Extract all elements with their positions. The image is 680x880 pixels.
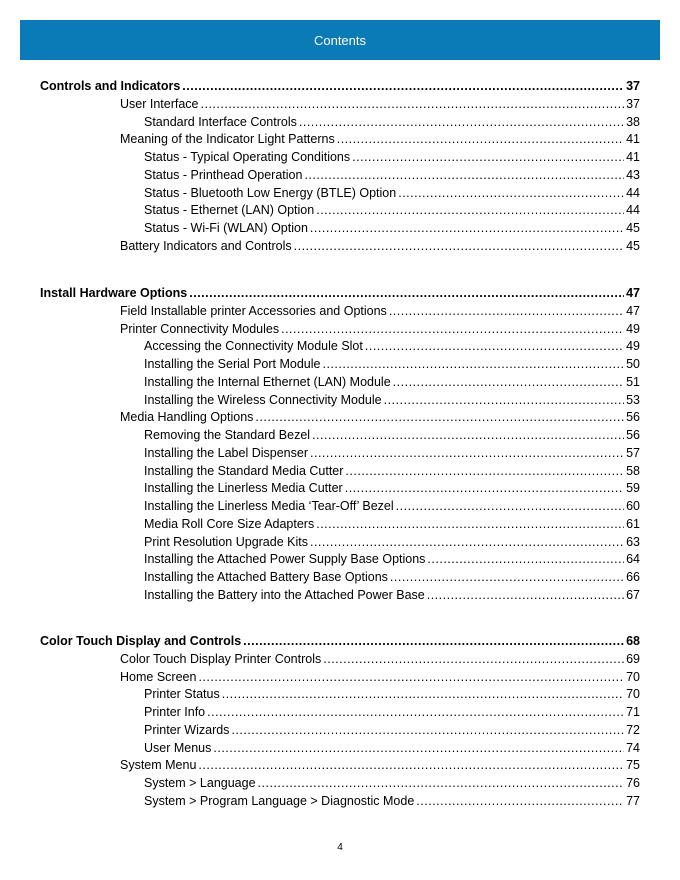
dot-leader bbox=[222, 687, 624, 701]
dot-leader bbox=[182, 79, 624, 93]
toc-entry[interactable] bbox=[144, 588, 640, 602]
dot-leader bbox=[390, 570, 624, 584]
toc-entry-title: User Interface bbox=[120, 96, 199, 111]
toc-entry[interactable] bbox=[120, 132, 640, 146]
page-number: 4 bbox=[337, 842, 343, 853]
dot-leader bbox=[304, 168, 624, 182]
dot-leader bbox=[281, 322, 624, 336]
toc-entry[interactable] bbox=[120, 652, 640, 666]
toc-entry[interactable] bbox=[144, 446, 640, 460]
toc-entry-page: 58 bbox=[626, 463, 640, 478]
toc-entry-title: System Menu bbox=[120, 758, 197, 773]
dot-leader bbox=[207, 705, 624, 719]
toc-entry-page: 50 bbox=[626, 357, 640, 371]
toc-entry-title: Installing the Attached Power Supply Base Options bbox=[144, 552, 426, 567]
toc-entry-title: Color Touch Display Printer Controls bbox=[120, 651, 322, 666]
toc-entry-page: 77 bbox=[626, 793, 640, 808]
toc-entry-title: Printer Connectivity Modules bbox=[120, 321, 280, 336]
toc-entry[interactable] bbox=[120, 97, 640, 111]
toc-entry[interactable] bbox=[120, 670, 640, 684]
toc-entry-page: 68 bbox=[626, 634, 640, 648]
toc-entry-page: 41 bbox=[626, 132, 640, 147]
toc-entry-page: 56 bbox=[626, 410, 640, 425]
toc-section-heading[interactable] bbox=[40, 634, 640, 648]
toc-entry[interactable] bbox=[144, 552, 640, 566]
dot-leader bbox=[316, 517, 624, 531]
toc-entry[interactable] bbox=[120, 239, 640, 253]
toc-entry[interactable] bbox=[144, 776, 640, 790]
toc-entry[interactable] bbox=[144, 428, 640, 442]
dot-leader bbox=[416, 794, 624, 808]
toc-entry-page: 37 bbox=[626, 79, 640, 93]
toc-entry[interactable] bbox=[144, 570, 640, 584]
toc-entry-title: Status - Typical Operating Conditions bbox=[144, 150, 351, 164]
toc-entry-title: Installing the Label Dispenser bbox=[144, 445, 308, 460]
toc-entry-title: Install Hardware Options bbox=[40, 286, 188, 300]
toc-entry-title: Media Roll Core Size Adapters bbox=[144, 516, 315, 531]
dot-leader bbox=[427, 552, 624, 566]
toc-entry-page: 49 bbox=[626, 321, 640, 336]
toc-entry[interactable] bbox=[144, 499, 640, 513]
toc-entry-page: 45 bbox=[626, 221, 640, 235]
toc-entry-title: Printer Wizards bbox=[144, 722, 230, 737]
toc-entry-title: Installing the Linerless Media Cutter bbox=[144, 481, 343, 496]
toc-entry-title: Standard Interface Controls bbox=[144, 114, 297, 129]
toc-entry-page: 37 bbox=[626, 96, 640, 111]
toc-entry-title: Printer Status bbox=[144, 687, 220, 702]
toc-section-heading[interactable] bbox=[40, 79, 640, 93]
toc-entry-title: Installing the Internal Ethernet (LAN) Module bbox=[144, 374, 391, 389]
dot-leader bbox=[198, 758, 624, 772]
dot-leader bbox=[310, 446, 624, 460]
toc-entry[interactable] bbox=[144, 221, 640, 235]
toc-entry-page: 57 bbox=[626, 445, 640, 460]
dot-leader bbox=[352, 150, 624, 164]
dot-leader bbox=[345, 481, 624, 495]
dot-leader bbox=[198, 670, 624, 684]
toc-entry-page: 60 bbox=[626, 499, 640, 513]
toc-entry-title: Accessing the Connectivity Module Slot bbox=[144, 339, 363, 354]
toc-section-heading[interactable] bbox=[40, 286, 640, 300]
toc-entry-title: Status - Ethernet (LAN) Option bbox=[144, 203, 315, 218]
toc-entry[interactable] bbox=[144, 168, 640, 182]
toc-entry[interactable] bbox=[120, 322, 640, 336]
toc-entry-page: 43 bbox=[626, 167, 640, 182]
toc-entry-title: Installing the Linerless Media ‘Tear-Off’ Bezel bbox=[144, 499, 394, 513]
toc-entry-page: 76 bbox=[626, 776, 640, 790]
dot-leader bbox=[345, 464, 624, 478]
toc-entry[interactable] bbox=[144, 687, 640, 701]
dot-leader bbox=[396, 499, 624, 513]
contents-header bbox=[20, 20, 660, 60]
toc-entry-page: 38 bbox=[626, 114, 640, 129]
toc-entry-title: User Menus bbox=[144, 740, 212, 755]
toc-entry-title: Field Installable printer Accessories and Options bbox=[120, 303, 387, 318]
toc-entry-page: 49 bbox=[626, 339, 640, 354]
toc-entry-title: Printer Info bbox=[144, 705, 206, 719]
toc-entry[interactable] bbox=[144, 357, 640, 371]
toc-entry[interactable] bbox=[144, 115, 640, 129]
toc-entry[interactable] bbox=[120, 304, 640, 318]
dot-leader bbox=[213, 741, 624, 755]
toc-entry-title: Status - Bluetooth Low Energy (BTLE) Option bbox=[144, 185, 397, 200]
dot-leader bbox=[201, 97, 624, 111]
dot-leader bbox=[389, 304, 624, 318]
toc-entry-page: 61 bbox=[626, 516, 640, 531]
toc-entry-page: 67 bbox=[626, 587, 640, 602]
toc-entry[interactable] bbox=[144, 339, 640, 353]
dot-leader bbox=[427, 588, 624, 602]
dot-leader bbox=[398, 186, 624, 200]
toc-entry-page: 70 bbox=[626, 669, 640, 684]
dot-leader bbox=[365, 339, 624, 353]
dot-leader bbox=[243, 634, 624, 648]
dot-leader bbox=[310, 535, 624, 549]
contents-title: Contents bbox=[313, 32, 367, 48]
toc-entry-page: 53 bbox=[626, 392, 640, 407]
toc-entry[interactable] bbox=[144, 375, 640, 389]
dot-leader bbox=[323, 652, 624, 666]
toc-entry-page: 59 bbox=[626, 481, 640, 496]
toc-entry[interactable] bbox=[144, 464, 640, 478]
toc-entry-title: Media Handling Options bbox=[120, 410, 254, 425]
toc-entry-title: Color Touch Display and Controls bbox=[40, 634, 242, 648]
toc-entry-page: 71 bbox=[626, 705, 640, 719]
toc-entry-title: Meaning of the Indicator Light Patterns bbox=[120, 132, 335, 147]
toc-entry-title: Status - Wi-Fi (WLAN) Option bbox=[144, 221, 308, 235]
dot-leader bbox=[310, 221, 624, 235]
toc-entry-page: 64 bbox=[626, 552, 640, 567]
toc-entry[interactable] bbox=[120, 410, 640, 424]
toc-entry-title: System > Program Language > Diagnostic Mode bbox=[144, 793, 415, 808]
toc-entry-title: Status - Printhead Operation bbox=[144, 167, 303, 182]
toc-entry-title: Installing the Attached Battery Base Options bbox=[144, 570, 388, 584]
toc-entry-page: 47 bbox=[626, 286, 640, 300]
toc-entry-page: 74 bbox=[626, 740, 640, 755]
toc-entry-page: 47 bbox=[626, 303, 640, 318]
toc-entry[interactable] bbox=[144, 705, 640, 719]
toc-entry-page: 72 bbox=[626, 722, 640, 737]
toc-entry-title: Home Screen bbox=[120, 669, 197, 684]
toc-entry-title: Removing the Standard Bezel bbox=[144, 428, 311, 442]
toc-entry-title: Installing the Serial Port Module bbox=[144, 357, 321, 371]
toc-entry-title: Battery Indicators and Controls bbox=[120, 238, 292, 253]
toc-entry[interactable] bbox=[144, 186, 640, 200]
toc-entry-page: 75 bbox=[626, 758, 640, 773]
toc-entry[interactable] bbox=[144, 535, 640, 549]
dot-leader bbox=[384, 393, 624, 407]
dot-leader bbox=[189, 286, 624, 300]
dot-leader bbox=[294, 239, 624, 253]
toc-entry[interactable] bbox=[144, 393, 640, 407]
dot-leader bbox=[299, 115, 624, 129]
toc-entry[interactable] bbox=[144, 723, 640, 737]
toc-entry-title: Print Resolution Upgrade Kits bbox=[144, 534, 308, 549]
toc-entry-page: 51 bbox=[626, 374, 640, 389]
toc-entry-page: 44 bbox=[626, 185, 640, 200]
toc-entry[interactable] bbox=[144, 481, 640, 495]
toc-entry-title: Controls and Indicators bbox=[40, 79, 181, 93]
toc-entry-page: 66 bbox=[626, 570, 640, 584]
toc-entry-title: System > Language bbox=[144, 776, 256, 790]
toc-entry-page: 70 bbox=[626, 687, 640, 702]
toc-entry-page: 56 bbox=[626, 428, 640, 442]
dot-leader bbox=[255, 410, 624, 424]
dot-leader bbox=[231, 723, 624, 737]
toc-entry-page: 44 bbox=[626, 203, 640, 218]
toc-entry[interactable] bbox=[120, 758, 640, 772]
dot-leader bbox=[393, 375, 624, 389]
toc-entry[interactable] bbox=[144, 794, 640, 808]
dot-leader bbox=[316, 203, 624, 217]
toc-entry[interactable] bbox=[144, 150, 640, 164]
toc-entry-page: 63 bbox=[626, 534, 640, 549]
toc-entry-page: 41 bbox=[626, 150, 640, 164]
dot-leader bbox=[312, 428, 624, 442]
dot-leader bbox=[337, 132, 624, 146]
toc-entry-page: 45 bbox=[626, 238, 640, 253]
toc-entry-title: Installing the Battery into the Attached Power Base bbox=[144, 587, 425, 602]
toc-entry[interactable] bbox=[144, 517, 640, 531]
toc-entry-page: 69 bbox=[626, 651, 640, 666]
toc-entry[interactable] bbox=[144, 741, 640, 755]
dot-leader bbox=[258, 776, 624, 790]
toc-entry-title: Installing the Standard Media Cutter bbox=[144, 463, 344, 478]
dot-leader bbox=[322, 357, 624, 371]
toc-entry[interactable] bbox=[144, 203, 640, 217]
toc-entry-title: Installing the Wireless Connectivity Module bbox=[144, 392, 382, 407]
